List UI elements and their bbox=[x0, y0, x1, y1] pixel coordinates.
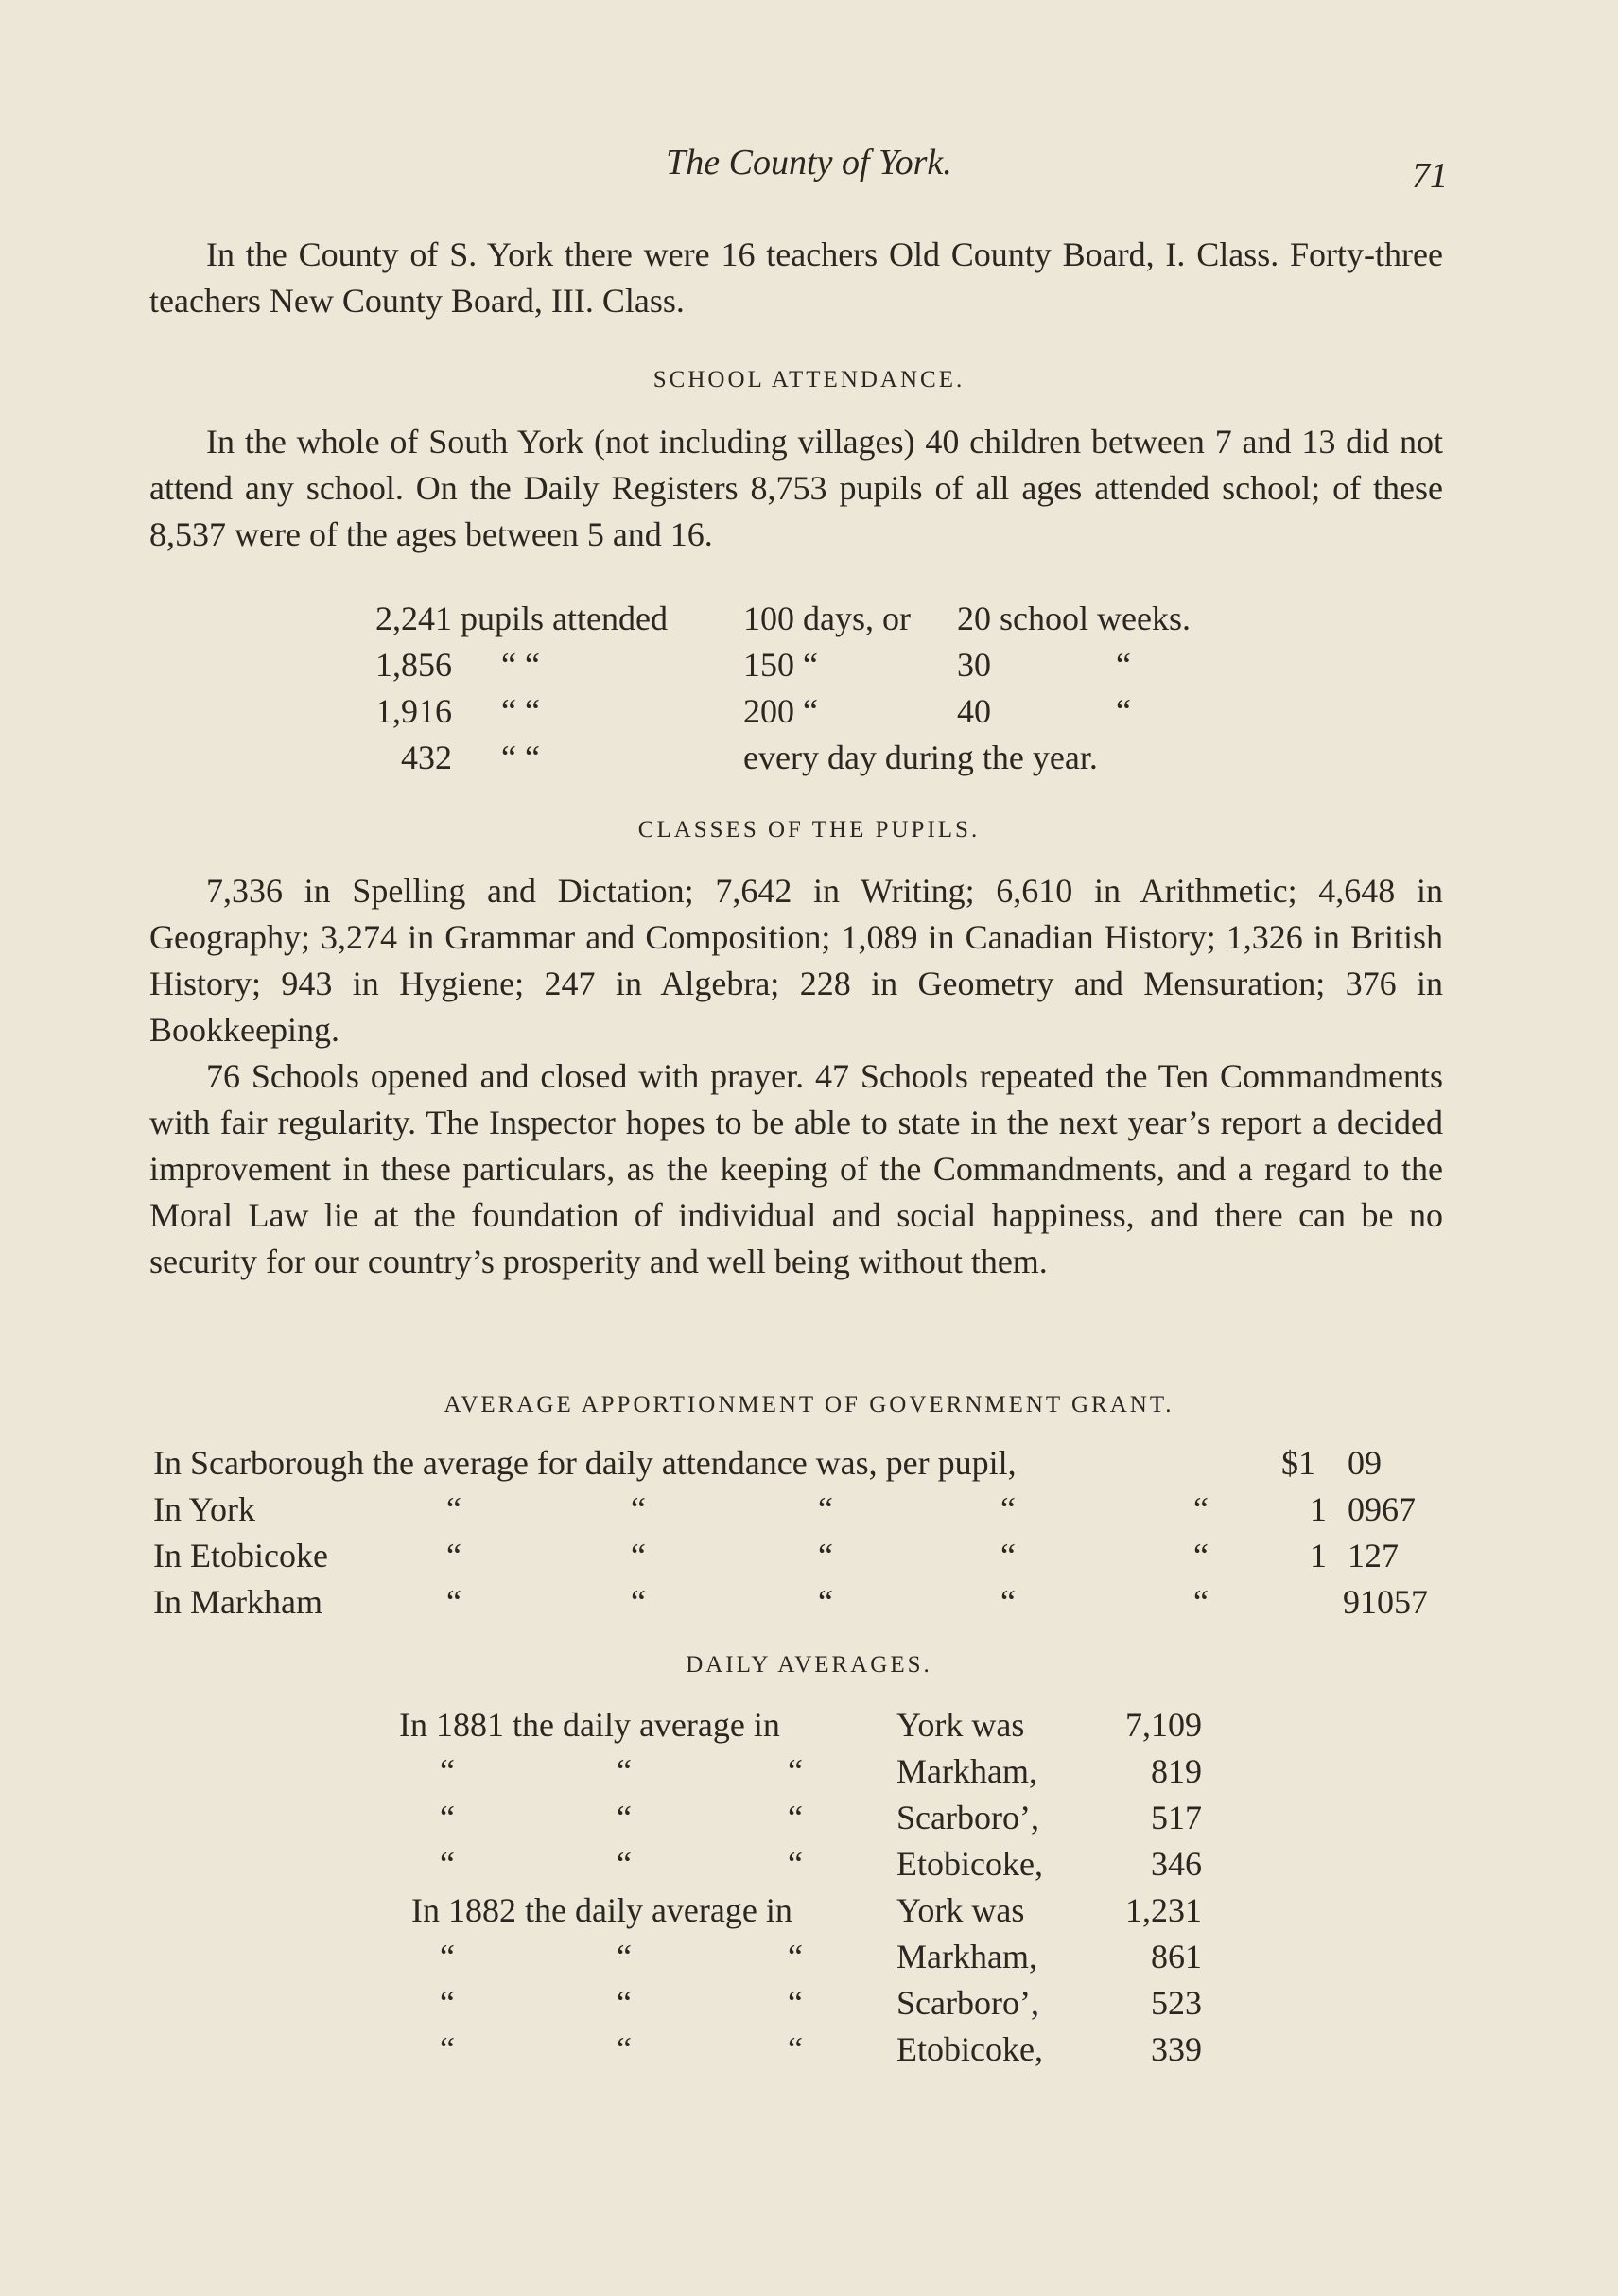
ditto-mark: “ bbox=[446, 1583, 461, 1621]
running-title: The County of York. bbox=[666, 143, 952, 183]
ditto-mark: “ bbox=[617, 1799, 632, 1836]
ditto-mark: “ bbox=[446, 1490, 461, 1528]
daily-row bbox=[0, 1983, 1618, 2029]
daily-place: Scarboro’, bbox=[896, 1984, 1039, 2022]
attendance-col2: 200 “ bbox=[743, 692, 818, 730]
daily-lead: In 1881 the daily average in bbox=[399, 1706, 780, 1744]
daily-value: 523 bbox=[1151, 1984, 1202, 2022]
attendance-col2: 100 days, or bbox=[743, 600, 911, 637]
ditto-mark: “ bbox=[788, 1938, 803, 1975]
ditto-mark: “ bbox=[446, 1537, 461, 1574]
classes-paragraph: 7,336 in Spelling and Dictation; 7,642 in Writing; 6,610 in Arithmetic; 4,648 in Geography; 3,274 in Grammar and Composition; 1,089 in Canadian History; 1,326 in British History; 943 in Hygiene; 247 in Algebra; 228 in Geometry and Mensuration; 376 in Bookkeeping. bbox=[149, 872, 1443, 1049]
attendance-row bbox=[0, 691, 1618, 738]
daily-row bbox=[0, 1937, 1618, 1983]
attendance-col4: “ bbox=[1116, 646, 1131, 684]
section-heading-grant: AVERAGE APPORTIONMENT OF GOVERNMENT GRANT. bbox=[444, 1392, 1174, 1418]
grant-row bbox=[0, 1443, 1618, 1489]
ditto-mark: “ bbox=[440, 1799, 455, 1836]
attendance-col1: “ “ bbox=[501, 646, 540, 684]
attendance-row bbox=[0, 738, 1618, 784]
attendance-col2: 150 “ bbox=[743, 646, 818, 684]
ditto-mark: “ bbox=[631, 1490, 646, 1528]
daily-row bbox=[0, 2029, 1618, 2076]
ditto-mark: “ bbox=[1193, 1490, 1209, 1528]
daily-place: Markham, bbox=[896, 1752, 1037, 1790]
attendance-col1: “ “ bbox=[501, 739, 540, 776]
attendance-count: 1,856 bbox=[375, 646, 452, 684]
daily-row bbox=[0, 1890, 1618, 1937]
daily-value: 339 bbox=[1151, 2030, 1202, 2068]
attendance-count: 2,241 bbox=[375, 600, 452, 637]
ditto-mark: “ bbox=[1000, 1583, 1016, 1621]
ditto-mark: “ bbox=[1193, 1537, 1209, 1574]
ditto-mark: “ bbox=[617, 1752, 632, 1790]
ditto-mark: “ bbox=[631, 1583, 646, 1621]
grant-place: In Markham bbox=[153, 1583, 322, 1621]
ditto-mark: “ bbox=[818, 1583, 833, 1621]
section-heading-attendance: SCHOOL ATTENDANCE. bbox=[652, 367, 966, 392]
grant-cents: 09 bbox=[1348, 1444, 1382, 1482]
ditto-mark: “ bbox=[440, 1984, 455, 2022]
ditto-mark: “ bbox=[617, 1938, 632, 1975]
attendance-row bbox=[0, 599, 1618, 645]
ditto-mark: “ bbox=[440, 2030, 455, 2068]
running-header bbox=[0, 142, 1618, 199]
grant-place: In Etobicoke bbox=[153, 1537, 328, 1574]
daily-place: Scarboro’, bbox=[896, 1799, 1039, 1836]
prayer-paragraph: 76 Schools opened and closed with prayer. 47 Schools repeated the Ten Commandments with fair regularity. The Inspector hopes to be able to state in the next year’s report a decided improvement in these particulars, as the keeping of the Commandments, and a regard to the Moral Law lie at the foundation of individual and social happiness, and there can be no security for our country’s prosperity and well being without them. bbox=[149, 1057, 1443, 1280]
daily-lead: In 1882 the daily average in bbox=[411, 1891, 792, 1929]
daily-value: 517 bbox=[1151, 1799, 1202, 1836]
ditto-mark: “ bbox=[617, 2030, 632, 2068]
ditto-mark: “ bbox=[788, 1752, 803, 1790]
ditto-mark: “ bbox=[617, 1845, 632, 1883]
section-heading-classes: CLASSES OF THE PUPILS. bbox=[637, 817, 981, 843]
ditto-mark: “ bbox=[818, 1490, 833, 1528]
attendance-paragraph: In the whole of South York (not including villages) 40 children between 7 and 13 did not attend any school. On the Daily Registers 8,753 pupils of all ages attended school; of these 8,537 were of the ages between 5 and 16. bbox=[149, 423, 1443, 553]
grant-row bbox=[0, 1582, 1618, 1628]
ditto-mark: “ bbox=[1000, 1537, 1016, 1574]
daily-value: 819 bbox=[1151, 1752, 1202, 1790]
ditto-mark: “ bbox=[1193, 1583, 1209, 1621]
daily-row bbox=[0, 1844, 1618, 1890]
grant-row bbox=[0, 1489, 1618, 1536]
attendance-count: 1,916 bbox=[375, 692, 452, 730]
daily-value: 7,109 bbox=[1125, 1706, 1202, 1744]
grant-dollars: 1 bbox=[1310, 1490, 1327, 1528]
grant-row bbox=[0, 1536, 1618, 1582]
daily-row bbox=[0, 1751, 1618, 1798]
daily-place: Markham, bbox=[896, 1938, 1037, 1975]
page-number: 71 bbox=[1412, 156, 1448, 196]
grant-cents: 0967 bbox=[1348, 1490, 1416, 1528]
grant-first-line: In Scarborough the average for daily attendance was, per pupil, bbox=[153, 1444, 1017, 1482]
attendance-col3: 30 bbox=[957, 646, 991, 684]
grant-cents: 127 bbox=[1348, 1537, 1399, 1574]
attendance-col3: 40 bbox=[957, 692, 991, 730]
daily-row bbox=[0, 1705, 1618, 1751]
daily-place: Etobicoke, bbox=[896, 1845, 1043, 1883]
ditto-mark: “ bbox=[440, 1938, 455, 1975]
attendance-col1: pupils attended bbox=[461, 600, 668, 637]
daily-value: 861 bbox=[1151, 1938, 1202, 1975]
ditto-mark: “ bbox=[818, 1537, 833, 1574]
ditto-mark: “ bbox=[788, 2030, 803, 2068]
daily-place: York was bbox=[896, 1891, 1025, 1929]
attendance-col3: 20 school weeks. bbox=[957, 600, 1191, 637]
ditto-mark: “ bbox=[1000, 1490, 1016, 1528]
daily-value: 1,231 bbox=[1125, 1891, 1202, 1929]
attendance-count: 432 bbox=[401, 739, 452, 776]
ditto-mark: “ bbox=[440, 1845, 455, 1883]
daily-row bbox=[0, 1798, 1618, 1844]
grant-dollars: 1 bbox=[1310, 1537, 1327, 1574]
daily-value: 346 bbox=[1151, 1845, 1202, 1883]
attendance-col2: every day during the year. bbox=[743, 739, 1098, 776]
ditto-mark: “ bbox=[617, 1984, 632, 2022]
attendance-col1: “ “ bbox=[501, 692, 540, 730]
daily-place: Etobicoke, bbox=[896, 2030, 1043, 2068]
attendance-col4: “ bbox=[1116, 692, 1131, 730]
ditto-mark: “ bbox=[788, 1799, 803, 1836]
ditto-mark: “ bbox=[631, 1537, 646, 1574]
grant-place: In York bbox=[153, 1490, 256, 1528]
daily-place: York was bbox=[896, 1706, 1025, 1744]
ditto-mark: “ bbox=[788, 1845, 803, 1883]
ditto-mark: “ bbox=[440, 1752, 455, 1790]
grant-cents: 91057 bbox=[1343, 1583, 1428, 1621]
section-heading-daily: DAILY AVERAGES. bbox=[686, 1652, 932, 1678]
attendance-row bbox=[0, 645, 1618, 691]
grant-dollars: $1 bbox=[1281, 1444, 1315, 1482]
intro-paragraph: In the County of S. York there were 16 teachers Old County Board, I. Class. Forty-three teachers New County Board, III. Class. bbox=[149, 235, 1443, 320]
ditto-mark: “ bbox=[788, 1984, 803, 2022]
